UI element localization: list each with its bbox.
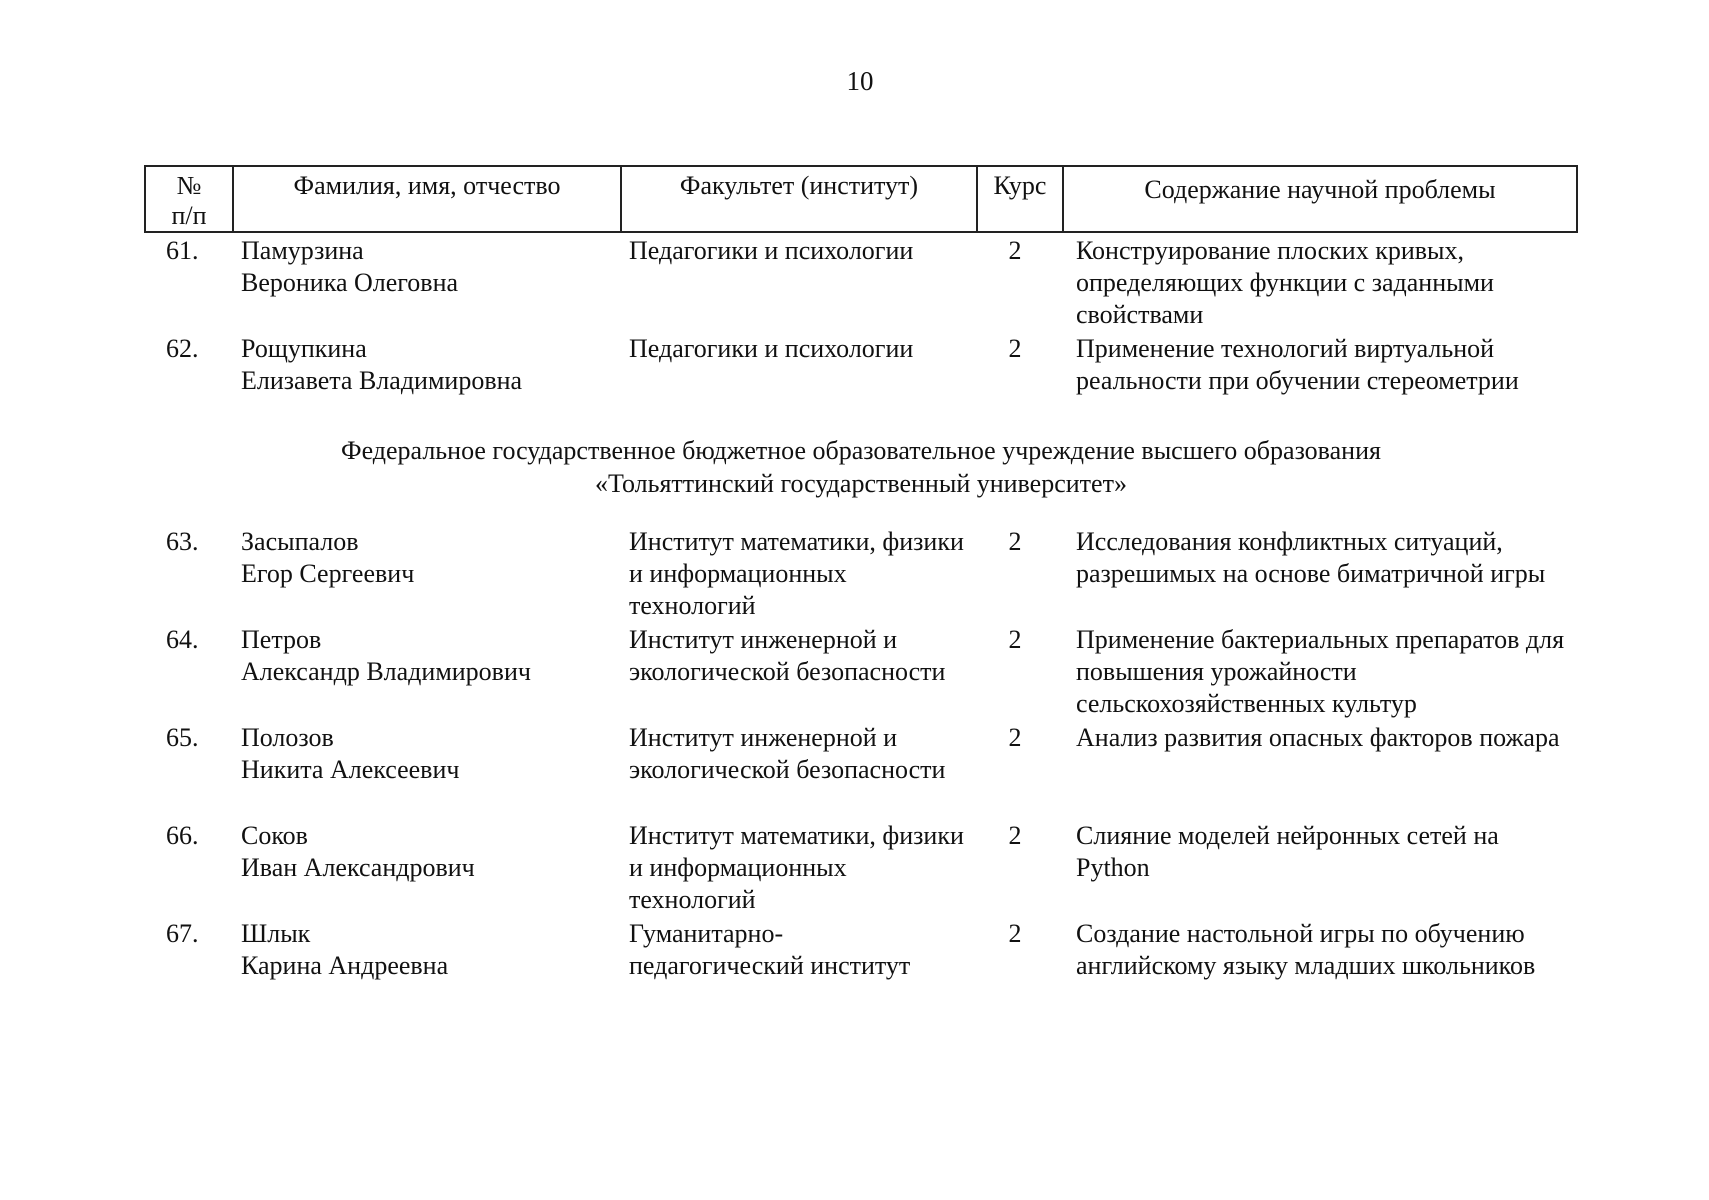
row-num: 66. — [166, 821, 199, 850]
row-name: Шлык Карина Андреевна — [241, 919, 449, 980]
row-topic: Конструирование плоских кривых, определяющих функции с заданными свойствами — [1076, 236, 1494, 329]
table-header — [144, 165, 1578, 233]
row-course: 2 — [1008, 236, 1022, 265]
row-name: Засыпалов Егор Сергеевич — [241, 527, 415, 588]
row-course: 2 — [1008, 723, 1022, 752]
row-course: 2 — [1008, 821, 1022, 850]
organization-line-1: Федеральное государственное бюджетное образовательное учреждение высшего образования — [341, 436, 1381, 465]
row-num: 63. — [166, 527, 199, 556]
row-name: Рощупкина Елизавета Владимировна — [241, 334, 523, 395]
row-faculty: Институт математики, физики и информационных технологий — [629, 821, 964, 914]
row-name: Полозов Никита Алексеевич — [241, 723, 460, 784]
row-faculty: Институт математики, физики и информационных технологий — [629, 527, 964, 620]
organization-line-2: «Тольяттинский государственный университет» — [595, 469, 1127, 498]
row-topic: Слияние моделей нейронных сетей на Python — [1076, 821, 1499, 882]
row-num: 62. — [166, 334, 199, 363]
header-name: Фамилия, имя, отчество — [232, 167, 620, 231]
row-faculty: Институт инженерной и экологической безопасности — [629, 625, 946, 686]
row-name: Памурзина Вероника Олеговна — [241, 236, 459, 297]
row-topic: Анализ развития опасных факторов пожара — [1076, 723, 1560, 752]
row-num: 67. — [166, 919, 199, 948]
row-course: 2 — [1008, 919, 1022, 948]
row-course: 2 — [1008, 625, 1022, 654]
row-faculty: Институт инженерной и экологической безопасности — [629, 723, 946, 784]
row-name: Петров Александр Владимирович — [241, 625, 531, 686]
header-topic: Содержание научной проблемы — [1062, 167, 1576, 231]
row-topic: Применение технологий виртуальной реальности при обучении стереометрии — [1076, 334, 1519, 395]
organization-heading — [144, 434, 1578, 500]
row-course: 2 — [1008, 527, 1022, 556]
row-course: 2 — [1008, 334, 1022, 363]
row-topic: Исследования конфликтных ситуаций, разрешимых на основе биматричной игры — [1076, 527, 1546, 588]
header-course: Курс — [976, 167, 1062, 231]
row-topic: Создание настольной игры по обучению английскому языку младших школьников — [1076, 919, 1536, 980]
header-faculty: Факультет (институт) — [620, 167, 976, 231]
row-faculty: Гуманитарно- педагогический институт — [629, 919, 911, 980]
row-num: 61. — [166, 236, 199, 265]
row-topic: Применение бактериальных препаратов для повышения урожайности сельскохозяйственных культур — [1076, 625, 1565, 718]
row-num: 64. — [166, 625, 199, 654]
header-num: № п/п — [171, 171, 207, 230]
row-name: Соков Иван Александрович — [241, 821, 475, 882]
row-faculty: Педагогики и психологии — [629, 236, 914, 265]
row-faculty: Педагогики и психологии — [629, 334, 914, 363]
row-num: 65. — [166, 723, 199, 752]
page-number: 10 — [846, 66, 874, 96]
